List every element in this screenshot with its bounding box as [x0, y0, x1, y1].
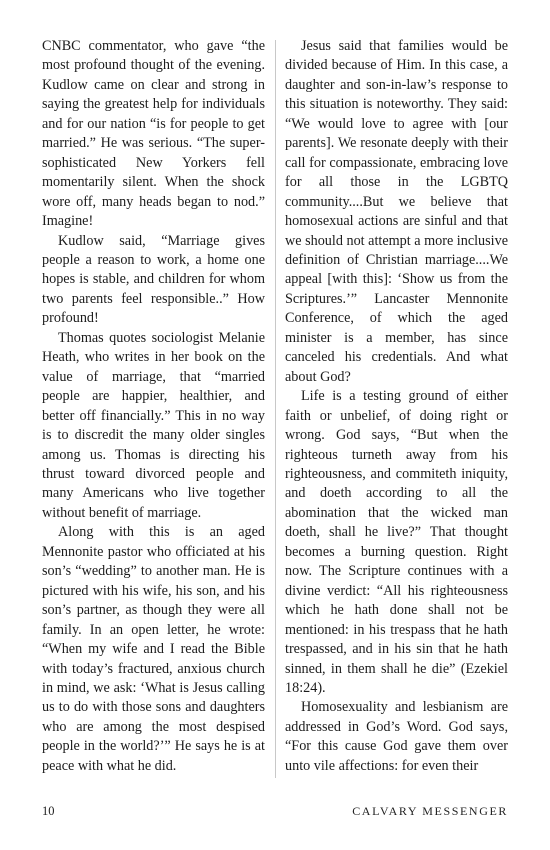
paragraph: Life is a testing ground of either faith or unbelief, of doing right or wrong. God says, “But when the righteous turneth away from his righteousness, and commiteth iniquity, and doeth according to all the abomination that the wicked man doeth, shall he live?” That thought becomes a burning question. Right now. The Scripture continues with a divine verdict: “All his righteousness which he hath done shall not be mentioned: in his trespass that he hath trespassed, and in his sin that he hath sinned, in them shall he die” (Ezekiel 18:24). [285, 388, 508, 696]
paragraph: Along with this is an aged Mennonite pastor who officiated at his son’s “wedding” to another man. He is pictured with his wife, his son, and his son’s partner, as though they were all family. In an open letter, he wrote: “When my wife and I read the Bible with today’s fractured, anxious church in mind, we ask: ‘What is Jesus calling us to do with those sons and daughters who are among the most despised people in the world?’” He says he is at peace with what he did. [42, 524, 265, 774]
right-column [285, 37, 508, 776]
column-divider [275, 40, 276, 778]
paragraph: Homosexuality and lesbianism are addressed in God’s Word. God says, “For this cause God gave them over unto vile affections: for even their [285, 699, 508, 774]
left-column [42, 37, 265, 776]
paragraph: Kudlow said, “Marriage gives people a reason to work, a home one hopes is stable, and children for whom two parents feel responsible..” How profound! [42, 232, 265, 327]
paragraph: CNBC commentator, who gave “the most profound thought of the evening. Kudlow came on clear and strong in saying the greatest help for individuals and for our nation “is for people to get married.” He was serious. “The super-sophisticated New Yorkers fell momentarily silent. When the shock wore off, many heads began to nod.” Imagine! [42, 38, 265, 230]
paragraph: Jesus said that families would be divided because of Him. In this case, a daughter and son-in-law’s response to this situation is noteworthy. They said: “We would love to agree with [our parents]. We resonate deeply with their call for compassionate, embracing love for all those in the LGBTQ community....But we believe that homosexual actions are sinful and that we should not attempt a more inclusive definition of Christian marriage....We appeal [with this]: ‘Show us from the Scriptures.’” Lancaster Mennonite Conference, of which the aged minister is a member, has since canceled his credentials. And what about God? [285, 38, 509, 385]
page-number: 10 [42, 804, 55, 818]
paragraph: Thomas quotes sociologist Melanie Heath, who writes in her book on the value of marriage, that “married people are happier, healthier, and better off financially.” This in no way is to discredit the many older singles among us. Thomas is directing his thrust toward divorced people and many Americans who live together without benefit of marriage. [42, 329, 265, 521]
running-head: CALVARY MESSENGER [352, 804, 508, 818]
